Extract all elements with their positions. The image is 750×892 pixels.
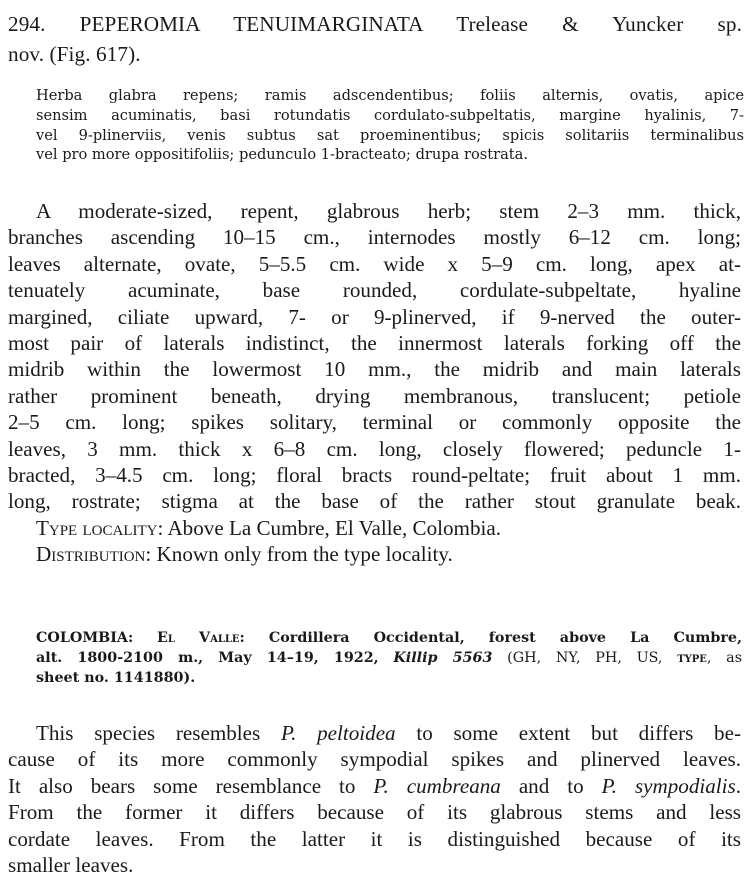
description-line: tenuately acuminate, base rounded, cordulate-subpeltate, hyaline [8, 278, 741, 303]
heading-line: 294. PEPEROMIA TENUIMARGINATA Trelease & Yuncker sp. [8, 12, 742, 36]
discussion-line [8, 720, 741, 746]
discussion-line [8, 773, 741, 799]
species-name: P. sympodialis [601, 773, 736, 798]
discussion-text: This species resembles [36, 721, 261, 745]
distribution-label: Distribution [36, 542, 146, 567]
specimen-sheet: sheet no. 1141880). [36, 670, 196, 686]
species-discussion [8, 720, 741, 878]
description-line: margined, ciliate upward, 7- or 9-plinerved, if 9-nerved the outer- [8, 304, 741, 329]
heading-line: nov. (Fig. 617). [8, 42, 141, 66]
discussion-text: . [735, 773, 742, 798]
specimen-altitude-date: alt. 1800-2100 m., May 14–19, 1922, [36, 650, 379, 666]
description-line: long, rostrate; stigma at the base of the rather stout granulate beak. [8, 489, 741, 514]
distribution-text: : Known only from the type locality. [145, 542, 453, 567]
diagnosis-line: vel pro more oppositifoliis; pedunculo 1-bracteato; drupa rostrata. [36, 146, 528, 164]
description-line: midrib within the lowermost 10 mm., the midrib and main laterals [8, 357, 741, 382]
description-line: branches ascending 10–15 cm., internodes mostly 6–12 cm. long; [8, 225, 741, 250]
specimen-line [36, 648, 742, 668]
description-line: rather prominent beneath, drying membranous, translucent; petiole [8, 383, 741, 408]
specimen-as: , as [706, 650, 743, 666]
description-line: leaves, 3 mm. thick x 6–8 cm. long, closely flowered; peduncle 1- [8, 436, 741, 461]
distribution [8, 541, 741, 567]
specimen-line [36, 628, 742, 648]
species-name: P. cumbreana [373, 773, 501, 798]
specimen-herbaria: (GH, NY, PH, US, [507, 650, 663, 666]
description-line: most pair of laterals indistinct, the innermost laterals forking off the [8, 331, 741, 356]
specimen-country: COLOMBIA: [36, 630, 134, 646]
type-locality [8, 515, 741, 541]
discussion-line: smaller leaves. [8, 853, 134, 878]
specimen-type-word: type [677, 650, 707, 666]
discussion-line: cordate leaves. From the latter it is distinguished because of its [8, 826, 741, 851]
discussion-text: and to [518, 773, 584, 798]
discussion-text: to some extent but differs be- [416, 721, 741, 745]
discussion-line: From the former it differs because of its glabrous stems and less [8, 800, 741, 825]
diagnosis-line: sensim acuminatis, basi rotundatis cordulato-subpeltatis, margine hyalinis, 7- [36, 106, 744, 124]
diagnosis-line: vel 9-plinerviis, venis subtus sat proeminentibus; spicis solitariis terminalibus [36, 126, 744, 144]
latin-diagnosis [36, 86, 744, 165]
specimen-collector: Killip 5563 [393, 650, 493, 666]
species-heading [8, 9, 742, 69]
specimen-locality: : Cordillera Occidental, forest above La Cumbre, [239, 630, 742, 646]
diagnosis-line: Herba glabra repens; ramis adscendentibus; foliis alternis, ovatis, apice [36, 87, 744, 104]
specimen-department: El Valle [156, 630, 240, 646]
description-line: A moderate-sized, repent, glabrous herb; stem 2–3 mm. thick, [36, 199, 741, 223]
type-locality-text: : Above La Cumbre, El Valle, Colombia. [157, 515, 501, 540]
species-description [8, 198, 741, 568]
discussion-text: It also bears some resemblance to [8, 773, 356, 798]
description-line: leaves alternate, ovate, 5–5.5 cm. wide x 5–9 cm. long, apex at- [8, 251, 741, 276]
description-line: 2–5 cm. long; spikes solitary, terminal or commonly opposite the [8, 410, 741, 435]
discussion-line: cause of its more commonly sympodial spikes and plinerved leaves. [8, 747, 741, 772]
description-line: bracted, 3–4.5 cm. long; floral bracts round-peltate; fruit about 1 mm. [8, 463, 741, 488]
specimen-citation [36, 628, 742, 688]
species-name: P. peltoidea [280, 721, 396, 745]
type-locality-label: Type locality [36, 515, 158, 540]
